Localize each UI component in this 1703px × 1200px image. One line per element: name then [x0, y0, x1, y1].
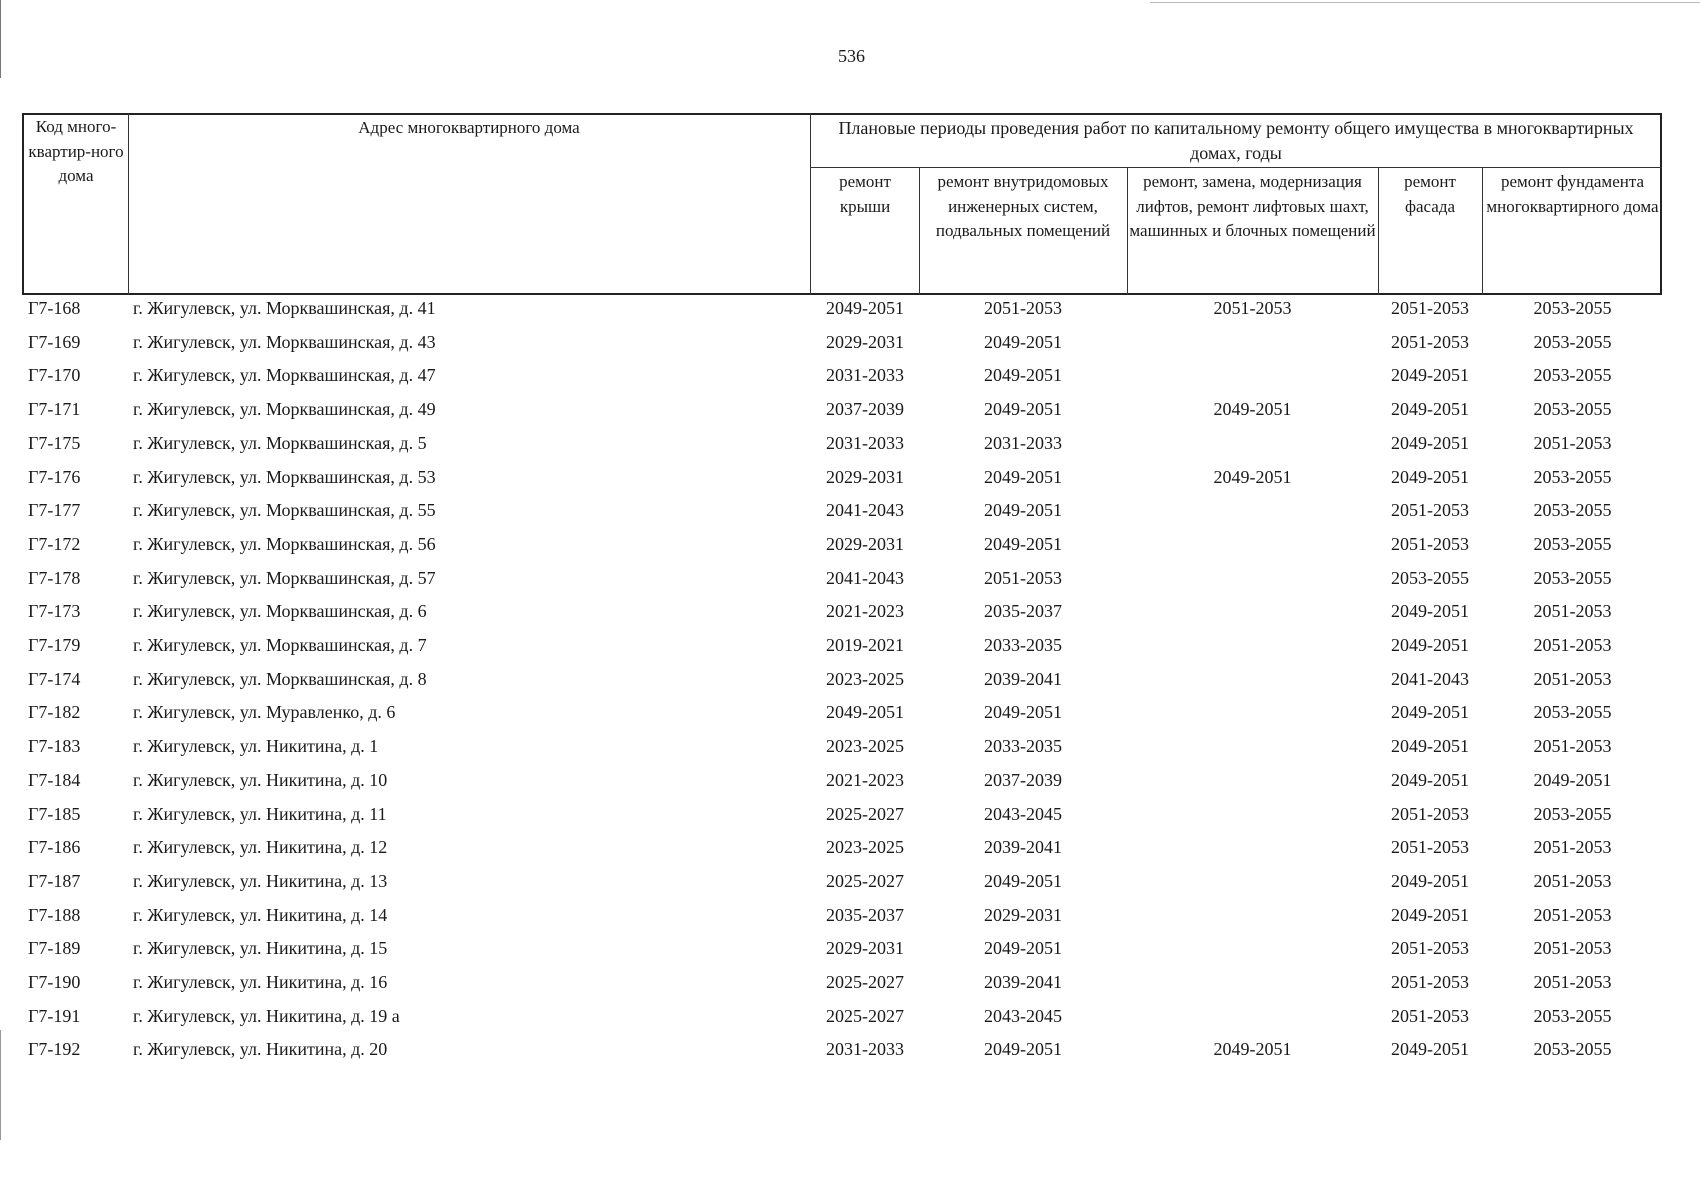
cell-address: г. Жигулевск, ул. Никитина, д. 13 [133, 870, 388, 891]
cell-systems: 2039-2041 [984, 972, 1062, 992]
cell-address: г. Жигулевск, ул. Морквашинская, д. 56 [133, 533, 436, 554]
cell-foundation: 2053-2055 [1533, 567, 1612, 588]
cell-foundation: 2051-2053 [1533, 904, 1612, 925]
cell-systems: 2049-2051 [984, 533, 1062, 554]
table-row [0, 666, 1703, 698]
header-lifts: ремонт, замена, модернизация лифтов, ремонт лифтовых шахт, машинных и блочных помещений [1129, 172, 1376, 240]
cell-systems: 2049-2051 [984, 1039, 1062, 1060]
table-row [0, 902, 1703, 934]
cell-code: Г7-174 [28, 668, 81, 689]
cell-foundation: 2051-2053 [1533, 736, 1612, 757]
cell-code: Г7-169 [28, 331, 81, 352]
cell-address: г. Жигулевск, ул. Никитина, д. 16 [133, 972, 388, 992]
cell-foundation: 2053-2055 [1533, 500, 1612, 521]
table-row [0, 531, 1703, 563]
cell-facade: 2049-2051 [1391, 399, 1469, 420]
cell-facade: 2049-2051 [1391, 870, 1469, 891]
cell-foundation: 2053-2055 [1533, 399, 1612, 420]
header-periods: Плановые периоды проведения работ по капитальному ремонту общего имущества в многоквартирных домах, годы [838, 118, 1634, 163]
cell-code: Г7-190 [28, 972, 81, 992]
cell-address: г. Жигулевск, ул. Морквашинская, д. 49 [133, 399, 436, 420]
table-row [0, 396, 1703, 428]
cell-lifts: 2049-2051 [1213, 1039, 1292, 1060]
cell-code: Г7-182 [28, 702, 81, 723]
cell-lifts: 2049-2051 [1213, 399, 1292, 420]
cell-code: Г7-184 [28, 769, 81, 790]
cell-address: г. Жигулевск, ул. Морквашинская, д. 47 [133, 365, 436, 386]
cell-code: Г7-183 [28, 736, 81, 757]
cell-systems: 2031-2033 [984, 432, 1062, 453]
cell-address: г. Жигулевск, ул. Никитина, д. 14 [133, 904, 388, 925]
cell-foundation: 2051-2053 [1533, 837, 1612, 858]
cell-systems: 2035-2037 [984, 601, 1062, 622]
cell-code: Г7-170 [28, 365, 81, 386]
header-divider [810, 167, 1662, 168]
cell-roof: 2037-2039 [826, 399, 904, 420]
cell-address: г. Жигулевск, ул. Морквашинская, д. 43 [133, 331, 436, 352]
cell-lifts: 2049-2051 [1213, 466, 1292, 487]
table-row [0, 868, 1703, 900]
table-row [0, 733, 1703, 765]
cell-systems: 2051-2053 [984, 567, 1062, 588]
table-row [0, 295, 1703, 327]
cell-systems: 2049-2051 [984, 365, 1062, 386]
cell-facade: 2051-2053 [1391, 533, 1469, 554]
cell-code: Г7-178 [28, 567, 81, 588]
cell-address: г. Жигулевск, ул. Морквашинская, д. 55 [133, 500, 436, 521]
cell-foundation: 2053-2055 [1533, 298, 1612, 318]
cell-address: г. Жигулевск, ул. Морквашинская, д. 57 [133, 567, 436, 588]
cell-foundation: 2051-2053 [1533, 635, 1612, 655]
table-row [0, 969, 1703, 1001]
cell-systems: 2049-2051 [984, 399, 1062, 420]
cell-code: Г7-185 [28, 803, 81, 824]
cell-code: Г7-187 [28, 870, 81, 891]
cell-address: г. Жигулевск, ул. Никитина, д. 1 [133, 736, 379, 757]
cell-address: г. Жигулевск, ул. Никитина, д. 15 [133, 938, 388, 959]
table-row [0, 632, 1703, 664]
cell-facade: 2051-2053 [1391, 803, 1469, 824]
cell-systems: 2049-2051 [984, 938, 1062, 959]
cell-address: г. Жигулевск, ул. Морквашинская, д. 8 [133, 668, 427, 689]
cell-facade: 2049-2051 [1391, 769, 1469, 790]
cell-systems: 2037-2039 [984, 769, 1062, 790]
cell-roof: 2025-2027 [826, 1005, 904, 1026]
table-row [0, 430, 1703, 462]
cell-systems: 2049-2051 [984, 500, 1062, 521]
cell-code: Г7-176 [28, 466, 81, 487]
cell-foundation: 2051-2053 [1533, 870, 1612, 891]
scan-edge-mark [1150, 2, 1700, 4]
table-row [0, 1036, 1703, 1068]
cell-foundation: 2051-2053 [1533, 668, 1612, 689]
table-row [0, 464, 1703, 496]
cell-facade: 2049-2051 [1391, 601, 1469, 622]
cell-foundation: 2051-2053 [1533, 432, 1612, 453]
cell-systems: 2039-2041 [984, 668, 1062, 689]
cell-address: г. Жигулевск, ул. Морквашинская, д. 53 [133, 466, 436, 487]
cell-foundation: 2053-2055 [1533, 1039, 1612, 1060]
cell-roof: 2041-2043 [826, 500, 904, 521]
cell-roof: 2029-2031 [826, 533, 904, 554]
cell-facade: 2041-2043 [1391, 668, 1469, 689]
cell-foundation: 2053-2055 [1533, 533, 1612, 554]
cell-facade: 2049-2051 [1391, 365, 1469, 386]
cell-foundation: 2053-2055 [1533, 466, 1612, 487]
cell-foundation: 2053-2055 [1533, 365, 1612, 386]
cell-facade: 2049-2051 [1391, 702, 1469, 723]
cell-address: г. Жигулевск, ул. Морквашинская, д. 5 [133, 432, 427, 453]
cell-code: Г7-188 [28, 904, 81, 925]
cell-systems: 2049-2051 [984, 870, 1062, 891]
cell-roof: 2025-2027 [826, 972, 904, 992]
cell-foundation: 2051-2053 [1533, 938, 1612, 959]
cell-address: г. Жигулевск, ул. Морквашинская, д. 41 [133, 298, 436, 318]
cell-facade: 2051-2053 [1391, 972, 1469, 992]
table-row [0, 699, 1703, 731]
cell-address: г. Жигулевск, ул. Никитина, д. 19 а [133, 1005, 400, 1026]
cell-roof: 2021-2023 [826, 769, 904, 790]
cell-facade: 2051-2053 [1391, 1005, 1469, 1026]
cell-roof: 2021-2023 [826, 601, 904, 622]
table-row [0, 362, 1703, 394]
cell-foundation: 2053-2055 [1533, 1005, 1612, 1026]
cell-roof: 2031-2033 [826, 432, 904, 453]
table-row [0, 767, 1703, 799]
cell-facade: 2049-2051 [1391, 736, 1469, 757]
cell-facade: 2053-2055 [1391, 567, 1469, 588]
cell-systems: 2043-2045 [984, 803, 1062, 824]
header-code: Код много-квартир-ного дома [28, 117, 124, 185]
cell-foundation: 2053-2055 [1533, 803, 1612, 824]
cell-roof: 2023-2025 [826, 736, 904, 757]
cell-code: Г7-172 [28, 533, 81, 554]
table-row [0, 565, 1703, 597]
cell-address: г. Жигулевск, ул. Никитина, д. 10 [133, 769, 388, 790]
table-row [0, 801, 1703, 833]
cell-code: Г7-186 [28, 837, 81, 858]
cell-roof: 2049-2051 [826, 298, 904, 318]
cell-address: г. Жигулевск, ул. Муравленко, д. 6 [133, 702, 396, 723]
cell-code: Г7-171 [28, 399, 81, 420]
cell-roof: 2031-2033 [826, 1039, 904, 1060]
cell-foundation: 2051-2053 [1533, 972, 1612, 992]
cell-address: г. Жигулевск, ул. Морквашинская, д. 6 [133, 601, 427, 622]
table-row [0, 598, 1703, 630]
cell-code: Г7-191 [28, 1005, 81, 1026]
cell-facade: 2049-2051 [1391, 1039, 1469, 1060]
cell-systems: 2029-2031 [984, 904, 1062, 925]
cell-roof: 2023-2025 [826, 668, 904, 689]
cell-roof: 2025-2027 [826, 803, 904, 824]
cell-roof: 2041-2043 [826, 567, 904, 588]
cell-facade: 2051-2053 [1391, 298, 1469, 318]
cell-roof: 2029-2031 [826, 938, 904, 959]
cell-systems: 2033-2035 [984, 635, 1062, 655]
cell-foundation: 2053-2055 [1533, 331, 1612, 352]
table-row [0, 935, 1703, 967]
cell-address: г. Жигулевск, ул. Никитина, д. 11 [133, 803, 387, 824]
cell-roof: 2035-2037 [826, 904, 904, 925]
cell-address: г. Жигулевск, ул. Никитина, д. 12 [133, 837, 388, 858]
column-divider [810, 113, 811, 295]
cell-code: Г7-173 [28, 601, 81, 622]
cell-roof: 2029-2031 [826, 331, 904, 352]
header-foundation: ремонт фундамента многоквартирного дома [1486, 172, 1659, 216]
cell-facade: 2049-2051 [1391, 635, 1469, 655]
cell-facade: 2051-2053 [1391, 938, 1469, 959]
cell-lifts: 2051-2053 [1213, 298, 1292, 318]
cell-code: Г7-175 [28, 432, 81, 453]
cell-code: Г7-179 [28, 635, 81, 655]
cell-roof: 2019-2021 [826, 635, 904, 655]
header-systems: ремонт внутридомовых инженерных систем, подвальных помещений [935, 172, 1111, 240]
table-row [0, 329, 1703, 361]
cell-foundation: 2049-2051 [1533, 769, 1612, 790]
cell-facade: 2051-2053 [1391, 331, 1469, 352]
cell-systems: 2039-2041 [984, 837, 1062, 858]
cell-code: Г7-192 [28, 1039, 81, 1060]
cell-systems: 2049-2051 [984, 331, 1062, 352]
cell-code: Г7-168 [28, 298, 81, 318]
cell-facade: 2049-2051 [1391, 432, 1469, 453]
header-facade: ремонт фасада [1404, 172, 1456, 216]
cell-foundation: 2051-2053 [1533, 601, 1612, 622]
table-row [0, 497, 1703, 529]
cell-code: Г7-189 [28, 938, 81, 959]
cell-facade: 2051-2053 [1391, 837, 1469, 858]
cell-systems: 2049-2051 [984, 702, 1062, 723]
cell-roof: 2031-2033 [826, 365, 904, 386]
table-row [0, 834, 1703, 866]
cell-facade: 2051-2053 [1391, 500, 1469, 521]
cell-address: г. Жигулевск, ул. Никитина, д. 20 [133, 1039, 388, 1060]
cell-roof: 2029-2031 [826, 466, 904, 487]
cell-systems: 2051-2053 [984, 298, 1062, 318]
cell-roof: 2049-2051 [826, 702, 904, 723]
cell-systems: 2043-2045 [984, 1005, 1062, 1026]
cell-roof: 2023-2025 [826, 837, 904, 858]
header-roof: ремонт крыши [839, 172, 891, 216]
cell-facade: 2049-2051 [1391, 904, 1469, 925]
cell-address: г. Жигулевск, ул. Морквашинская, д. 7 [133, 635, 427, 655]
cell-systems: 2049-2051 [984, 466, 1062, 487]
page-number: 536 [838, 46, 865, 66]
table-row [0, 1003, 1703, 1035]
header-address: Адрес многоквартирного дома [358, 118, 580, 137]
cell-systems: 2033-2035 [984, 736, 1062, 757]
cell-foundation: 2053-2055 [1533, 702, 1612, 723]
cell-code: Г7-177 [28, 500, 81, 521]
cell-roof: 2025-2027 [826, 870, 904, 891]
cell-facade: 2049-2051 [1391, 466, 1469, 487]
